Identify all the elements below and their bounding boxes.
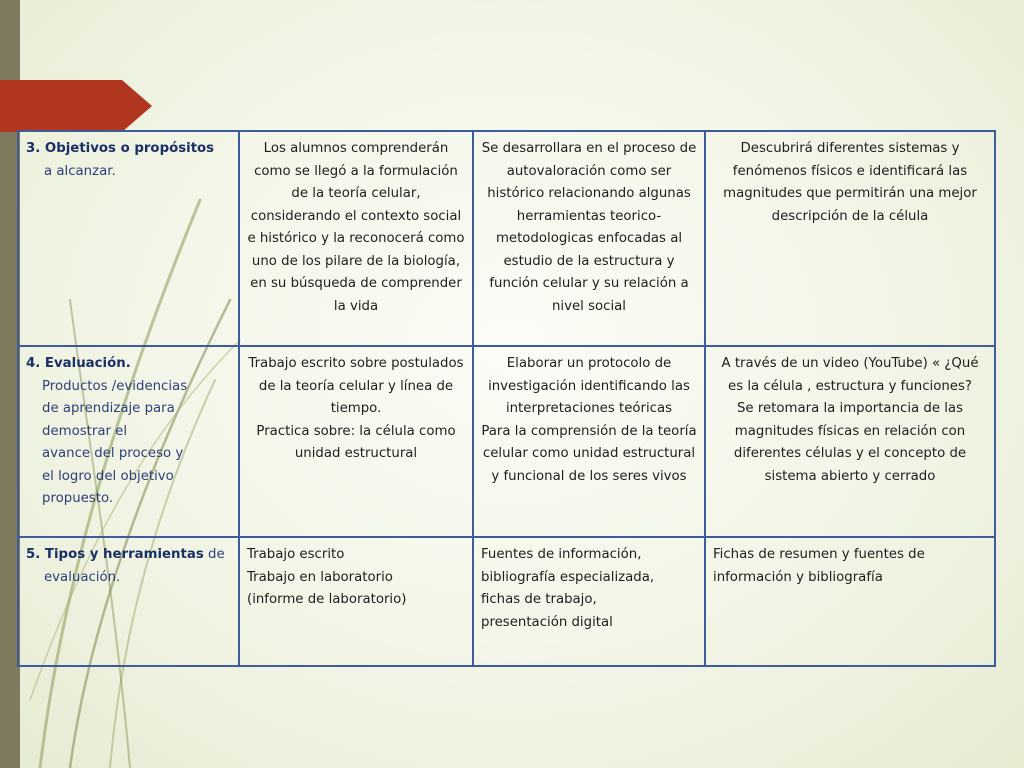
cell-text: Los alumnos comprenderán como se llegó a la formulación de la teoría celular, considerando el contexto social e histórico y la reconocerá como uno de los pilare de la biología, en su búsqueda de comprender la vida xyxy=(247,141,465,314)
row-heading-line: demostrar el xyxy=(42,423,128,439)
table-row xyxy=(18,131,995,346)
table-cell xyxy=(239,537,473,666)
cell-text: Se retomara la importancia de las magnitudes físicas en relación con diferentes células y el concepto de sistema abierto y cerrado xyxy=(733,401,967,484)
table-cell xyxy=(239,346,473,537)
row-heading-line: propuesto. xyxy=(42,491,114,506)
cell-text: fichas de trabajo, xyxy=(481,592,597,607)
cell-text: Fichas de resumen y fuentes de xyxy=(713,547,925,562)
cell-text: Trabajo en laboratorio xyxy=(247,569,393,585)
table-cell xyxy=(473,131,705,346)
title-accent-tab xyxy=(0,80,152,132)
row-heading-line: avance del proceso y xyxy=(42,446,184,461)
objectives-table xyxy=(17,130,996,667)
cell-text: Fuentes de información, xyxy=(481,547,642,562)
table-cell xyxy=(473,537,705,666)
cell-text: Trabajo escrito sobre postulados de la teoría celular y línea de tiempo. xyxy=(248,356,464,416)
row-heading-cell xyxy=(18,537,239,666)
cell-text: Se desarrollara en el proceso de autovaloración como ser histórico relacionando algunas herramientas teorico-metodologicas enfocadas al estudio de la estructura y función celular y su relación a nivel social xyxy=(481,141,697,314)
row-heading-cell xyxy=(18,131,239,346)
row-heading-suffix: de xyxy=(203,547,225,562)
row-heading-line: de aprendizaje para xyxy=(42,401,175,416)
table-cell xyxy=(239,131,473,346)
table-cell xyxy=(705,537,995,666)
table-row xyxy=(18,346,995,537)
cell-text: Descubrirá diferentes sistemas y fenómenos físicos e identificará las magnitudes que permitirán una mejor descripción de la célula xyxy=(723,141,977,224)
row-heading-line: a alcanzar. xyxy=(44,163,116,179)
cell-text: A través de un video (YouTube) « ¿Qué es la célula , estructura y funciones? xyxy=(721,356,979,394)
table-cell xyxy=(705,131,995,346)
table-row xyxy=(18,537,995,666)
cell-text: presentación digital xyxy=(481,614,613,630)
row-heading-title: 5. Tipos y herramientas xyxy=(26,547,204,562)
cell-text: (informe de laboratorio) xyxy=(247,592,407,607)
table-cell xyxy=(705,346,995,537)
cell-text: bibliografía especializada, xyxy=(481,569,655,585)
row-heading-line: el logro del objetivo xyxy=(42,468,174,484)
cell-text: Para la comprensión de la teoría celular como unidad estructural y funcional de los seres vivos xyxy=(481,423,697,484)
row-heading-title: 3. Objetivos o propósitos xyxy=(26,141,215,156)
cell-text: información y bibliografía xyxy=(713,569,883,585)
row-heading-title: 4. Evaluación. xyxy=(26,356,131,371)
cell-text: Elaborar un protocolo de investigación identificando las interpretaciones teóricas xyxy=(488,356,690,416)
row-heading-line: Productos /evidencias xyxy=(42,378,188,394)
table-cell xyxy=(473,346,705,537)
row-heading-line: evaluación. xyxy=(44,569,121,585)
cell-text: Practica sobre: la célula como unidad estructural xyxy=(256,423,456,461)
cell-text: Trabajo escrito xyxy=(247,547,345,562)
row-heading-cell xyxy=(18,346,239,537)
